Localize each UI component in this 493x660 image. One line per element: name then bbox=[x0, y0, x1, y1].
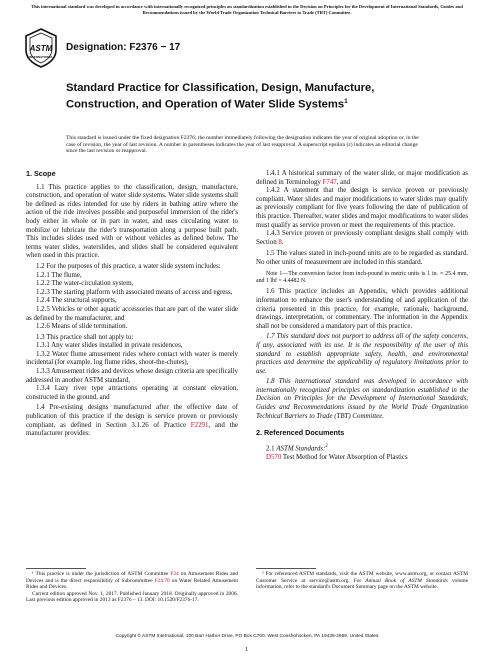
para-1-3-2: 1.3.2 Water flume amusement rides where contact with water is merely incidental (for example, log flume rides, shoot-the-chutes), bbox=[26, 350, 238, 367]
para-1-4 bbox=[26, 404, 238, 438]
footnote-2-text: ² For referenced ASTM standards, visit the ASTM website, www.astm.org, or contact ASTM Customer Service at service@astm.org. For bbox=[256, 571, 468, 584]
para-1-4-2: 1.4.2 A statement that the design is service proven or previously compliant. Water slides and major modifications to water slides may qualify as previously compliant for five years following the date of publication of this practice. Thereafter, water slides and major modifications to water slides must qualify as service proven or meet the requirements of this practice. bbox=[256, 187, 468, 229]
right-footnote bbox=[256, 571, 468, 591]
para-1-2-5: 1.2.5 Vehicles or other aquatic accessories that are part of the water slide as defined by the manufacturer, and bbox=[26, 305, 238, 322]
para-1-2-2: 1.2.2 The water-circulation system, bbox=[36, 280, 134, 288]
right-column bbox=[256, 170, 468, 462]
para-2-1-text: ASTM Standards: bbox=[276, 445, 326, 453]
para-1-4-3-tail: . bbox=[281, 238, 284, 246]
para-1-4-1-tail: , and bbox=[336, 178, 351, 186]
astm-logo-icon bbox=[24, 28, 58, 68]
note-1-label: Note 1 bbox=[266, 270, 283, 277]
logo-text: ASTM bbox=[29, 44, 53, 53]
footnote-1 bbox=[26, 571, 238, 591]
footnote-1-text-b: on Amusement Rides and Devices and is the direct responsibility of Subcommittee bbox=[26, 571, 238, 584]
logo-subtext: INTERNATIONAL bbox=[28, 55, 54, 59]
para-1-2-1: 1.2.1 The flume, bbox=[36, 271, 82, 279]
para-2-1 bbox=[256, 443, 468, 454]
para-1-5: 1.5 The values stated in inch-pound units are to be regarded as standard. No other units of measurement are included in this standard. bbox=[256, 250, 468, 266]
para-1-3-1: 1.3.1 Any water slides installed in private residences, bbox=[36, 342, 183, 350]
para-1-4-tail: , and the manufacturer provides: bbox=[26, 421, 238, 438]
para-1-4-1-text: 1.4.1 A historical summary of the water slide, or major modification as defined in Terminology bbox=[256, 170, 468, 186]
para-2-1-num: 2.1 bbox=[266, 445, 277, 453]
ref-d570-title: Test Method for Water Absorption of Plastics bbox=[281, 453, 408, 461]
para-1-1: 1.1 This practice applies to the classification, design, manufacture, construction, and operation of water slide systems. Water slide systems shall be defined as rides intended for use by riders in bathing attire where the action of the ride involves possible and purposeful immersion of the rider's body either in whole or in part in water, and uses circulating water to mobilize or lubricate the rider's transportation along a purpose built path. This includes slides used with or without vehicles as defined below. The terms water slides, waterslides, and slides shall be considered equivalent when used in this practice. bbox=[26, 183, 238, 260]
right-footnote-rule bbox=[256, 568, 316, 569]
footnote-2-tail: volume information, refer to the standard's Document Summary page on the ASTM website. bbox=[256, 577, 468, 591]
footnote-1-text-c: on Water Related Amusement Rides and Devices. bbox=[26, 577, 239, 591]
title-footnote-ref[interactable]: 1 bbox=[344, 98, 348, 105]
footnote-1-text: ¹ This practice is under the jurisdiction of ASTM Committee bbox=[32, 571, 171, 577]
section-2-heading: 2. Referenced Documents bbox=[256, 428, 345, 438]
para-1-3-3: 1.3.3 Amusement rides and devices whose design criteria are specifically addressed in another ASTM standard, bbox=[26, 368, 238, 384]
footnote-2 bbox=[256, 571, 468, 591]
link-f24-70[interactable]: F24.70 bbox=[154, 577, 170, 584]
para-1-8: 1.8 This international standard was developed in accordance with internationally recognized principles on standardization established in the Decision on Principles for the Development of International Standards, Guides and Recommendations issued by the World Trade Organization Technical Barriers to Trade (TBT) Committee. bbox=[256, 378, 468, 420]
para-1-4-1 bbox=[256, 170, 468, 187]
issued-notice: This standard is issued under the fixed designation F2376; the number immediately following the designation indicates the year of original adoption or, in the case of revision, the year of last revision. A number in parentheses indicates the year of last reapproval. A superscript epsilon (ε) indicates an editorial change since the last revision or reapproval. bbox=[66, 135, 419, 155]
para-1-2-6: 1.2.6 Means of slide termination. bbox=[36, 323, 128, 331]
link-section-8[interactable]: 8 bbox=[278, 238, 282, 246]
note-1-text: —The conversion factor from inch-pound to metric units is 1 in. = 25.4 mm, and 1 lbf = 4.4482 N. bbox=[256, 270, 468, 284]
footnote-1-edition: Current edition approved Nov. 1, 2017. Published January 2018. Originally approved in 2006. Last previous edition approved in 2013 as F2376 – 13. DOI: 10.1520/F2376-17. bbox=[26, 590, 238, 604]
para-1-7: 1.7 This standard does not purport to address all of the safety concerns, if any, associated with its use. It is the responsibility of the user of this standard to establish appropriate safety, health, and environmental practices and determine the applicability of regulatory limitations prior to use. bbox=[256, 333, 468, 375]
document-title bbox=[66, 82, 426, 112]
page-number: 1 bbox=[244, 646, 249, 653]
left-footnote-rule bbox=[26, 568, 86, 569]
left-column bbox=[26, 170, 238, 439]
tbt-notice: This international standard was developed in accordance with internationally recognized principles on standardization established in the Decision on Principles for the Development of International Standards, Guides and Recommendations issued by the World Trade Organization Technical Barriers to Trade (TBT) Committee. bbox=[31, 4, 463, 15]
footnote-2-italic: Annual Book of ASTM Standards bbox=[365, 577, 448, 584]
designation: Designation: F2376 − 17 bbox=[66, 42, 181, 53]
para-1-3-4: 1.3.4 Lazy river type attractions operating at constant elevation, constructed in the ground, and bbox=[26, 385, 238, 401]
ref-d570 bbox=[266, 454, 468, 463]
para-2-1-footnote-ref[interactable]: 2 bbox=[325, 443, 328, 449]
link-f2291[interactable]: F2291 bbox=[190, 421, 209, 429]
para-1-2-4: 1.2.4 The structural supports, bbox=[36, 297, 117, 305]
link-f747[interactable]: F747 bbox=[322, 178, 337, 186]
para-1-4-3 bbox=[256, 230, 468, 247]
para-1-4-text: 1.4 Pre-existing designs manufactured after the effective date of publication of this practice if the design is service proven or previously compliant, as defined in Section 3.1.26 of Practice bbox=[26, 404, 238, 429]
section-1-heading: 1. Scope bbox=[26, 169, 56, 178]
para-1-6: 1.6 This practice includes an Appendix, which provides additional information to enhance the user's understanding of and application of the criteria presented in this practice, for example, rationale, background, drawings, interpretation, or commentary. The information in the Appendix shall not be considered a mandatory part of this practice. bbox=[256, 288, 468, 330]
copyright-footer: Copyright © ASTM International, 100 Barr Harbor Drive, PO Box C700, West Conshohocken, PA 19428-2959. United States bbox=[115, 634, 379, 639]
note-1 bbox=[256, 271, 468, 286]
para-1-2: 1.2 For the purposes of this practice, a water slide system includes: bbox=[36, 262, 221, 270]
para-1-2-3: 1.2.3 The starting platform with associated means of access and egress, bbox=[36, 288, 233, 296]
link-f24[interactable]: F24 bbox=[170, 571, 179, 577]
left-footnote bbox=[26, 571, 238, 604]
title-text: Standard Practice for Classification, Design, Manufacture, Construction, and Operation of Water Slide Systems bbox=[66, 82, 375, 111]
para-1-3: 1.3 This practice shall not apply to: bbox=[36, 333, 134, 341]
para-1-4-3-text: 1.4.3 Service proven or previously compliant designs shall comply with Section bbox=[256, 230, 468, 246]
link-d570[interactable]: D570 bbox=[266, 453, 282, 461]
